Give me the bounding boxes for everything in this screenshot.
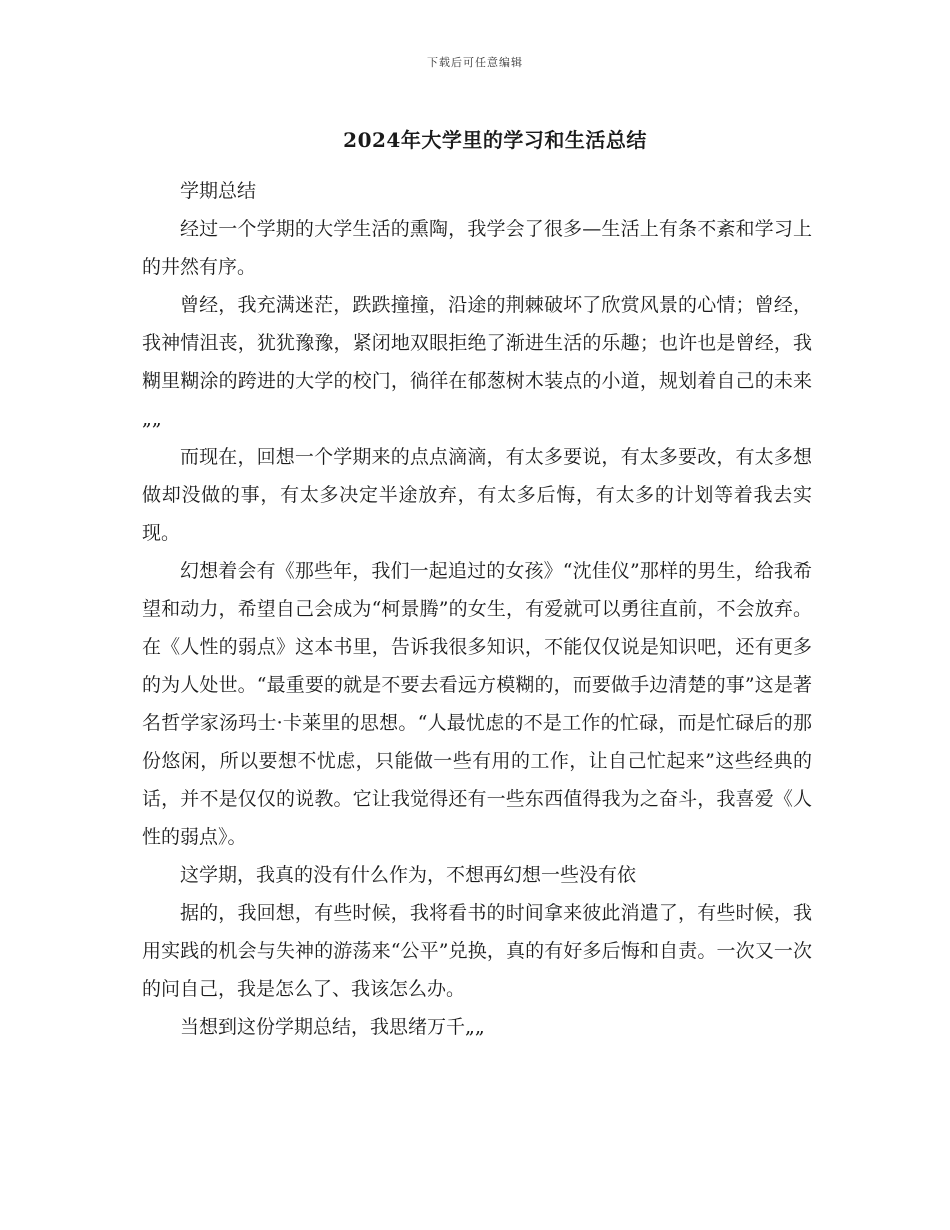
paragraph: 经过一个学期的大学生活的熏陶，我学会了很多—生活上有条不紊和学习上的井然有序。 bbox=[142, 218, 812, 278]
paragraph: 据的，我回想，有些时候，我将看书的时间拿来彼此消遣了，有些时候，我用实践的机会与失神的游荡来“公平”兑换，真的有好多后悔和自责。一次又一次的问自己，我是怎么了、我该怎么办。 bbox=[142, 902, 812, 1000]
paragraph: 幻想着会有《那些年，我们一起追过的女孩》“沈佳仪”那样的男生，给我希望和动力，希望自己会成为“柯景腾”的女生，有爱就可以勇往直前，不会放弃。在《人性的弱点》这本书里，告诉我很多知识，不能仅仅说是知识吧，还有更多的为人处世。“最重要的就是不要去看远方模糊的，而要做手边清楚的事”这是著名哲学家汤玛士·卡莱里的思想。“人最忧虑的不是工作的忙碌，而是忙碌后的那份悠闲，所以要想不忧虑，只能做一些有用的工作，让自己忙起来”这些经典的话，并不是仅仅的说教。它让我觉得还有一些东西值得我为之奋斗，我喜爱《人性的弱点》。 bbox=[142, 560, 812, 848]
page-header: 下载后可任意编辑 bbox=[427, 56, 523, 69]
document-body bbox=[142, 172, 812, 1046]
paragraph: 曾经，我充满迷茫，跌跌撞撞，沿途的荆棘破坏了欣赏风景的心情；曾经，我神情沮丧，犹犹豫豫，紧闭地双眼拒绝了渐进生活的乐趣；也许也是曾经，我糊里糊涂的跨进的大学的校门，徜徉在郁葱树木装点的小道，规划着自己的未来„„ bbox=[142, 294, 812, 430]
paragraph-section-heading: 学期总结 bbox=[180, 180, 257, 202]
paragraph: 当想到这份学期总结，我思绪万千„„ bbox=[180, 1016, 485, 1038]
paragraph: 这学期，我真的没有什么作为，不想再幻想一些没有依 bbox=[180, 864, 637, 886]
document-title: 2024年大学里的学习和生活总结 bbox=[343, 128, 647, 152]
paragraph: 而现在，回想一个学期来的点点滴滴，有太多要说，有太多要改，有太多想做却没做的事，有太多决定半途放弃，有太多后悔，有太多的计划等着我去实现。 bbox=[142, 446, 812, 544]
